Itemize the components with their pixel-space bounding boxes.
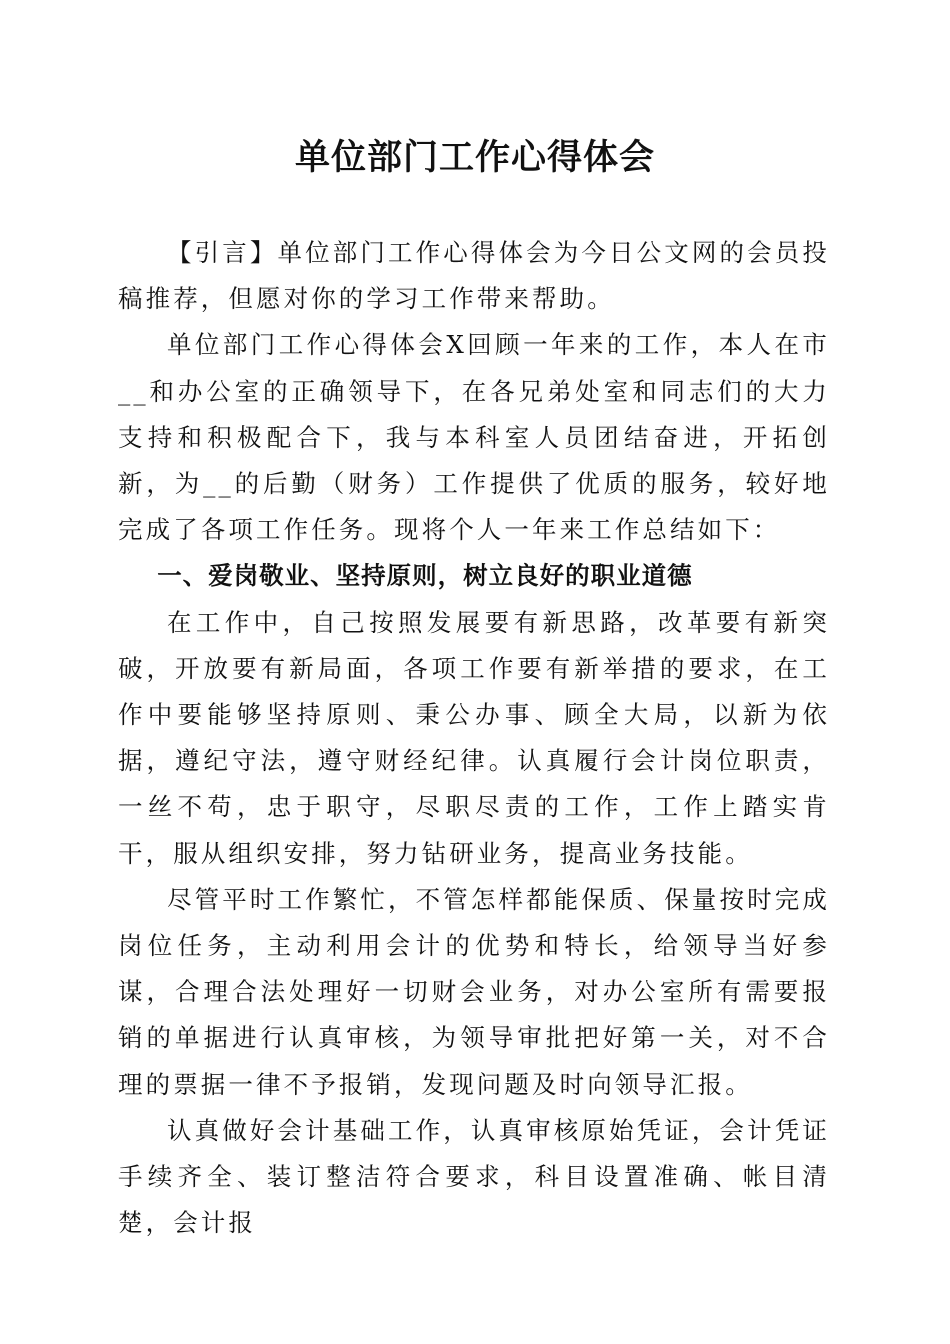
intro-paragraph: 【引言】单位部门工作心得体会为今日公文网的会员投稿推荐，但愿对你的学习工作带来帮助。 (118, 238, 830, 314)
body-paragraph: 认真做好会计基础工作，认真审核原始凭证，会计凭证手续齐全、装订整洁符合要求，科目设置准确、帐目清楚，会计报 (118, 1115, 830, 1238)
body-paragraph: 在工作中，自己按照发展要有新思路，改革要有新突破，开放要有新局面，各项工作要有新举措的要求，在工作中要能够坚持原则、秉公办事、顾全大局，以新为依据，遵纪守法，遵守财经纪律。认真履行会计岗位职责，一丝不苟，忠于职守，尽职尽责的工作，工作上踏实肯干，服从组织安排，努力钻研业务，提高业务技能。 (118, 607, 830, 868)
section-heading: 一、爱岗敬业、坚持原则，树立良好的职业道德 (157, 561, 693, 591)
document-body (118, 230, 830, 1246)
document-title: 单位部门工作心得体会 (294, 137, 655, 178)
body-paragraph: 单位部门工作心得体会X回顾一年来的工作，本人在市__和办公室的正确领导下，在各兄弟处室和同志们的大力支持和积极配合下，我与本科室人员团结奋进，开拓创新，为__的后勤（财务）工作提供了优质的服务，较好地完成了各项工作任务。现将个人一年来工作总结如下： (118, 330, 830, 545)
body-paragraph: 尽管平时工作繁忙，不管怎样都能保质、保量按时完成岗位任务，主动利用会计的优势和特长，给领导当好参谋，合理合法处理好一切财会业务，对办公室所有需要报销的单据进行认真审核，为领导审批把好第一关，对不合理的票据一律不予报销，发现问题及时向领导汇报。 (118, 884, 830, 1099)
